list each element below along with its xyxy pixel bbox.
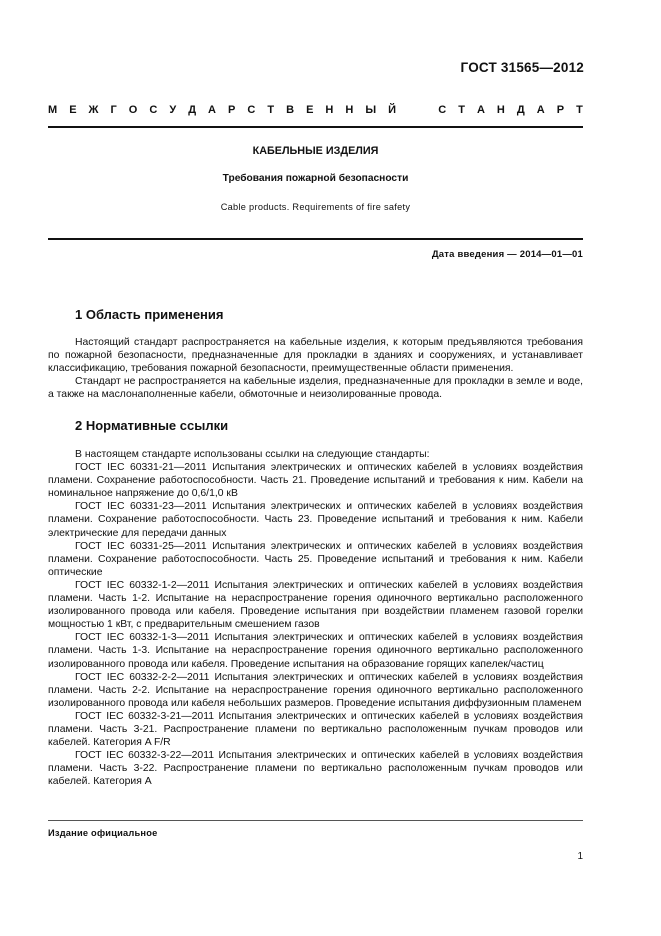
interstate-letter: А <box>476 104 485 116</box>
standard-number: ГОСТ 31565—2012 <box>460 60 584 75</box>
paragraph: В настоящем стандарте использованы ссылки на следующие стандарты: <box>75 449 430 460</box>
reference-entry: ГОСТ IEC 60332-1-2—2011 Испытания электрических и оптических кабелей в условиях воздействия пламени. Часть 1-2. Испытание на нераспространение горения одиночного вертикально расположенного изолированного провода или кабеля. Проведение испытания при воздействии пламенем газовой горелки мощностью 1 кВт, с предварительным смешением газов <box>48 579 583 631</box>
interstate-letter: Р <box>556 104 565 116</box>
interstate-letter: Н <box>345 104 354 116</box>
paragraph: Настоящий стандарт распространяется на кабельные изделия, к которым предъявляются требования по пожарной безопасности, предназначенные для прокладки в зданиях и сооружениях, и устанавливает классификацию, требования пожарной безопасности, преимущественные области применения. <box>48 337 583 375</box>
header-rule <box>48 126 583 128</box>
interstate-letter: Н <box>325 104 334 116</box>
interstate-letter: Д <box>516 104 525 116</box>
interstate-letter: Й <box>388 104 397 116</box>
interstate-letter: С <box>149 104 158 116</box>
interstate-letter: О <box>128 104 138 116</box>
reference-entry: ГОСТ IEC 60332-3-21—2011 Испытания электрических и оптических кабелей в условиях воздействия пламени. Часть 3-21. Распространение пламени по вертикально расположенным пучкам проводов или кабелей. Категория A F/R <box>48 710 583 749</box>
reference-entry: ГОСТ IEC 60332-3-22—2011 Испытания электрических и оптических кабелей в условиях воздействия пламени. Часть 3-22. Распространение пламени по вертикально расположенным пучкам проводов или кабелей. Категория A <box>48 750 583 788</box>
interstate-letter: Е <box>306 104 314 116</box>
interstate-letter: Т <box>458 104 465 116</box>
reference-entry: ГОСТ IEC 60331-21—2011 Испытания электрических и оптических кабелей в условиях воздействия пламени. Сохранение работоспособности. Часть 21. Проведение испытаний и требования к ним. Кабели на номинальное напряжение до 0,6/1,0 кВ <box>48 462 583 500</box>
page-number: 1 <box>577 851 583 862</box>
section-body-references <box>48 448 583 788</box>
official-edition-label: Издание официальное <box>48 828 158 838</box>
section-heading-references: 2 Нормативные ссылки <box>75 418 229 433</box>
document-title: КАБЕЛЬНЫЕ ИЗДЕЛИЯ <box>252 145 379 157</box>
title-rule <box>48 238 583 240</box>
interstate-letter: С <box>247 104 256 116</box>
interstate-letter: Р <box>228 104 236 116</box>
interstate-standard-heading <box>48 104 583 116</box>
interstate-letter: А <box>536 104 545 116</box>
interstate-letter: М <box>48 104 58 116</box>
interstate-letter: Г <box>110 104 117 116</box>
paragraph: Стандарт не распространяется на кабельные изделия, предназначенные для прокладки в земле и воде, а также на маслонаполненные кабели, обмоточные и неизолированные провода. <box>48 376 583 401</box>
footer-rule <box>48 820 583 821</box>
interstate-letter: Н <box>496 104 505 116</box>
reference-entry: ГОСТ IEC 60331-25—2011 Испытания электрических и оптических кабелей в условиях воздействия пламени. Сохранение работоспособности. Часть 25. Проведение испытаний и требования к ним. Кабели оптические <box>48 540 583 578</box>
interstate-letter: Ж <box>88 104 99 116</box>
interstate-letter: Т <box>267 104 275 116</box>
reference-entry: ГОСТ IEC 60331-23—2011 Испытания электрических и оптических кабелей в условиях воздействия пламени. Сохранение работоспособности. Часть 23. Проведение испытаний и требования к ним. Кабели электрические для передачи данных <box>48 501 583 539</box>
english-title: Cable products. Requirements of fire safety <box>220 202 411 212</box>
interstate-letter <box>423 104 426 116</box>
interstate-letter <box>408 104 411 116</box>
interstate-letter: С <box>438 104 447 116</box>
interstate-letter: Д <box>188 104 197 116</box>
interstate-letter: В <box>286 104 295 116</box>
document-subtitle: Требования пожарной безопасности <box>222 173 409 184</box>
section-body-scope <box>48 336 583 401</box>
reference-entry: ГОСТ IEC 60332-1-3—2011 Испытания электрических и оптических кабелей в условиях воздействия пламени. Часть 1-3. Испытание на нераспространение горения одиночного вертикально расположенного изолированного провода или кабеля. Проведение испытания на образование горящих капелек/частиц <box>48 632 583 670</box>
interstate-letter: Т <box>576 104 583 116</box>
interstate-letter: Е <box>69 104 77 116</box>
reference-entry: ГОСТ IEC 60332-2-2—2011 Испытания электрических и оптических кабелей в условиях воздействия пламени. Часть 2-2. Испытание на нераспространение горения одиночного вертикально расположенного изолированного провода или кабеля небольших размеров. Проведение испытания диффузионным пламенем <box>48 671 583 709</box>
interstate-letter: Ы <box>365 104 377 116</box>
interstate-letter: У <box>169 104 177 116</box>
section-heading-scope: 1 Область применения <box>75 307 224 322</box>
introduction-date: Дата введения — 2014—01—01 <box>431 249 583 260</box>
interstate-letter: А <box>208 104 216 116</box>
